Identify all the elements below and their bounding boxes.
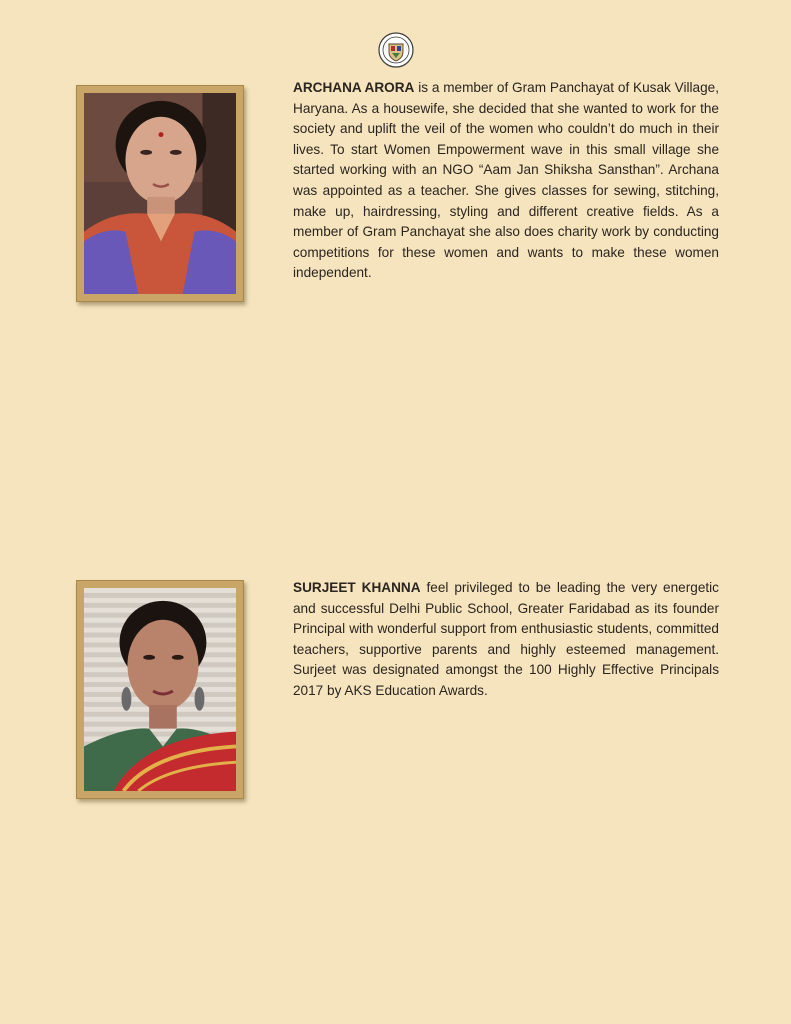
profile-bio-text: is a member of Gram Panchayat of Kusak Village, Haryana. As a housewife, she decided that she wanted to work for the society and uplift the veil of the women who couldn’t do much in their lives. To start Women Empowerment wave in this small village she started working with an NGO “Aam Jan Shiksha Sansthan”. Archana was appointed as a teacher. She gives classes for sewing, stitching, make up, hairdressing, styling and different creative fields. As a member of Gram Panchayat she also does charity work by conducting competitions for these women and wants to make these women independent.	[293, 80, 719, 281]
portrait-photo	[84, 588, 236, 791]
profile-bio-archana	[293, 78, 719, 284]
profile-name: SURJEET KHANNA	[293, 580, 421, 595]
portrait-photo	[84, 93, 236, 294]
profile-photo-archana	[76, 85, 244, 302]
profile-name: ARCHANA ARORA	[293, 80, 415, 95]
school-crest-icon	[378, 32, 414, 68]
profile-photo-surjeet	[76, 580, 244, 799]
profile-bio-text: feel privileged to be leading the very energetic and successful Delhi Public School, Greater Faridabad as its founder Principal with wonderful support from enthusiastic students, committed teachers, supportive parents and highly esteemed management. Surjeet was designated amongst the 100 Highly Effective Principals 2017 by AKS Education Awards.	[293, 580, 719, 698]
profile-bio-surjeet	[293, 578, 719, 702]
